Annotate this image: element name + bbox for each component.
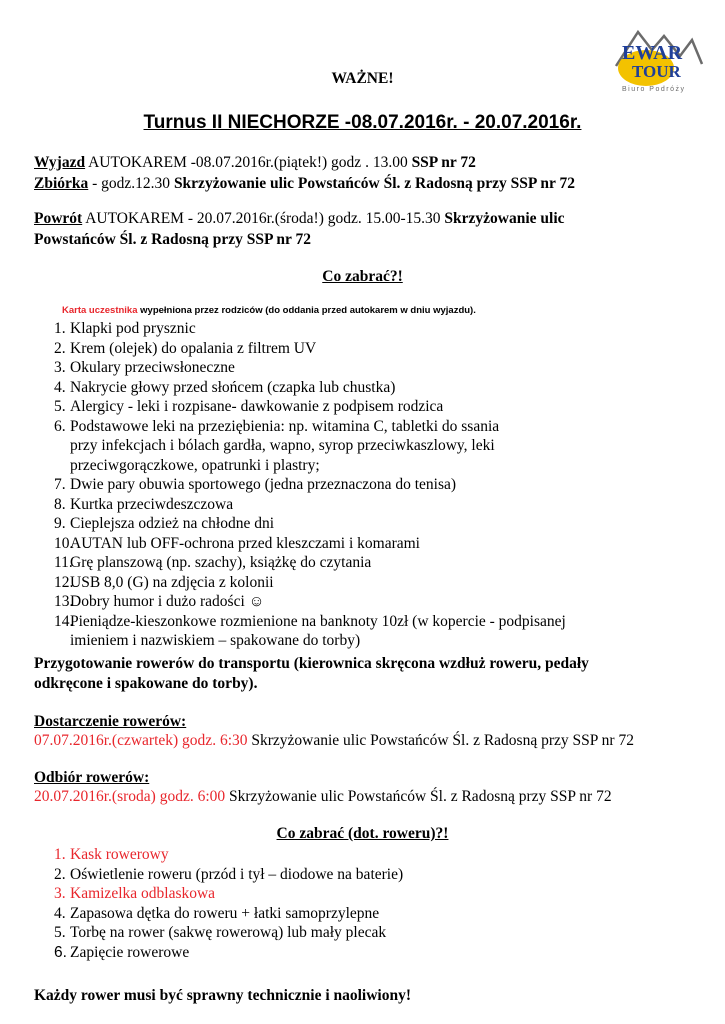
list-item-continuation [34,631,566,651]
list-item [34,534,566,554]
bike-list-item [34,923,403,943]
bike-pickup-heading: Odbiór rowerów: [34,769,150,786]
list-item [34,378,566,398]
departure-label: Wyjazd [34,154,86,171]
bike-list-item [34,865,403,885]
list-item-number: 13. [54,593,74,610]
list-item-text: Dwie pary obuwia sportowego (jedna przeznaczona do tenisa) [70,476,457,493]
return-text: AUTOKAREM - 20.07.2016r.(środa!) godz. 15.00-15.30 [82,210,445,227]
list-item-number: 4. [54,378,66,396]
gathering-place: Skrzyżowanie ulic Powstańców Śl. z Radosną przy SSP nr 72 [173,175,575,192]
list-item [34,553,566,573]
list-item-text: Podstawowe leki na przeziębienia: np. witamina C, tabletki do ssania [70,417,500,435]
logo-subtitle: Biuro Podróży [622,86,686,93]
bike-pickup-date: 20.07.2016r.(sroda) godz. 6:00 [34,788,226,805]
what-to-bring-list [34,319,566,651]
list-item-text: AUTAN lub OFF-ochrona przed kleszczami i komarami [70,534,420,552]
list-item-text: Pieniądze-kieszonkowe rozmienione na banknoty 10zł (w kopercie - podpisanej [70,612,566,630]
bike-prep-line-2: odkręcone i spakowane do torby). [34,675,258,692]
logo-text-tour: TOUR [632,62,681,81]
bike-pickup-line [34,788,612,806]
bike-list-item-number: 6. [54,943,67,961]
list-item-number: 9. [54,515,66,532]
list-item-number: 12. [54,573,74,591]
list-item-text: Klapki pod prysznic [70,320,196,337]
bike-list-item-text: Kask rowerowy [70,846,169,863]
bike-list-item [34,943,403,963]
list-item [34,495,566,515]
list-item [34,573,566,593]
departure-text: AUTOKAREM -08.07.2016r.(piątek!) godz . 13.00 [85,154,412,171]
participant-card-note [62,305,476,316]
list-item-text: Nakrycie głowy przed słońcem (czapka lub chustka) [70,378,396,396]
list-item-text: USB 8,0 (G) na zdjęcia z kolonii [70,573,274,591]
list-item-text: Cieplejsza odzież na chłodne dni [70,515,275,532]
list-item-continuation [34,456,566,476]
bike-list-item-number: 2. [54,865,66,883]
list-item-text: Grę planszową (np. szachy), książkę do czytania [70,554,372,571]
list-item-number: 10. [54,534,74,552]
return-place-1: Skrzyżowanie ulic [444,210,565,227]
list-item [34,475,566,495]
departure-place: SSP nr 72 [411,154,476,171]
list-item-number: 6. [54,417,66,435]
list-item-text: Alergicy - leki i rozpisane- dawkowanie z podpisem rodzica [70,398,444,415]
bike-bring-list [34,845,403,962]
bike-list-item [34,884,403,904]
bike-list-item-text: Zapasowa dętka do roweru + łatki samoprzylepne [70,904,380,922]
return-label: Powrót [34,210,83,227]
bike-list-item-number: 3. [54,885,66,902]
list-item-number: 14. [54,612,74,630]
participant-card-label: Karta uczestnika [62,305,138,316]
bike-list-item-number: 5. [54,924,66,941]
bike-prep-line-1: Przygotowanie rowerów do transportu (kierownica skręcona wzdłuż roweru, pedały [34,655,589,672]
bike-list-item [34,845,403,865]
list-item-text: imieniem i nazwiskiem – spakowane do torby) [70,632,361,649]
bike-list-item-text: Oświetlenie roweru (przód i tył – diodowe na baterie) [70,865,404,883]
bike-delivery-line [34,732,634,750]
list-item [34,417,566,437]
list-item [34,397,566,417]
list-item-text: Okulary przeciwsłoneczne [70,359,235,376]
list-item [34,514,566,534]
bike-delivery-heading: Dostarczenie rowerów: [34,713,187,730]
participant-card-text: wypełniona przez rodziców (do oddania przed autokarem w dniu wyjazdu). [137,305,476,316]
list-item-number: 2. [54,339,66,357]
bike-list-item-text: Kamizelka odblaskowa [70,885,216,902]
list-item [34,612,566,632]
list-item [34,592,566,612]
bike-bring-heading: Co zabrać (dot. roweru)?! [276,825,449,842]
final-note: Każdy rower musi być sprawny technicznie i naoliwiony! [34,987,412,1004]
bike-delivery-date: 07.07.2016r.(czwartek) godz. 6:30 [34,732,248,749]
bike-list-item-text: Zapięcie rowerowe [70,943,190,961]
list-item-number: 1. [54,320,66,337]
list-item-text: Dobry humor i dużo radości ☺ [70,593,265,610]
list-item-number: 11. [54,554,73,571]
bike-list-item-number: 4. [54,904,66,922]
return-place-2: Powstańców Śl. z Radosną przy SSP nr 72 [34,231,312,248]
list-item-text: Krem (olejek) do opalania z filtrem UV [70,339,317,357]
page-title: Turnus II NIECHORZE -08.07.2016r. - 20.07.2016r. [143,112,582,133]
list-item-continuation [34,436,566,456]
bike-list-item-text: Torbę na rower (sakwę rowerową) lub mały plecak [70,924,387,941]
gathering-text: - godz.12.30 [88,175,174,192]
list-item-number: 3. [54,359,66,376]
important-heading: WAŻNE! [331,70,394,87]
list-item [34,339,566,359]
list-item-text: przy infekcjach i bólach gardła, wapno, syrop przeciwkaszlowy, leki [70,437,495,454]
gathering-label: Zbiórka [34,175,89,192]
list-item [34,319,566,339]
return-line [34,210,565,228]
list-item-number: 7. [54,476,66,493]
what-to-bring-heading: Co zabrać?! [322,268,403,285]
list-item-text: przeciwgorączkowe, opatrunki i plastry; [70,456,320,474]
bike-delivery-place: Skrzyżowanie ulic Powstańców Śl. z Radosną przy SSP nr 72 [247,732,634,749]
list-item-number: 8. [54,495,66,513]
gathering-line [34,175,575,193]
bike-list-item [34,904,403,924]
bike-list-item-number: 1. [54,846,66,863]
list-item [34,358,566,378]
departure-line [34,154,476,172]
list-item-number: 5. [54,398,66,415]
bike-pickup-place: Skrzyżowanie ulic Powstańców Śl. z Radosną przy SSP nr 72 [225,788,612,805]
list-item-text: Kurtka przeciwdeszczowa [70,495,234,513]
logo-text-ewar: EWAR [622,42,683,64]
